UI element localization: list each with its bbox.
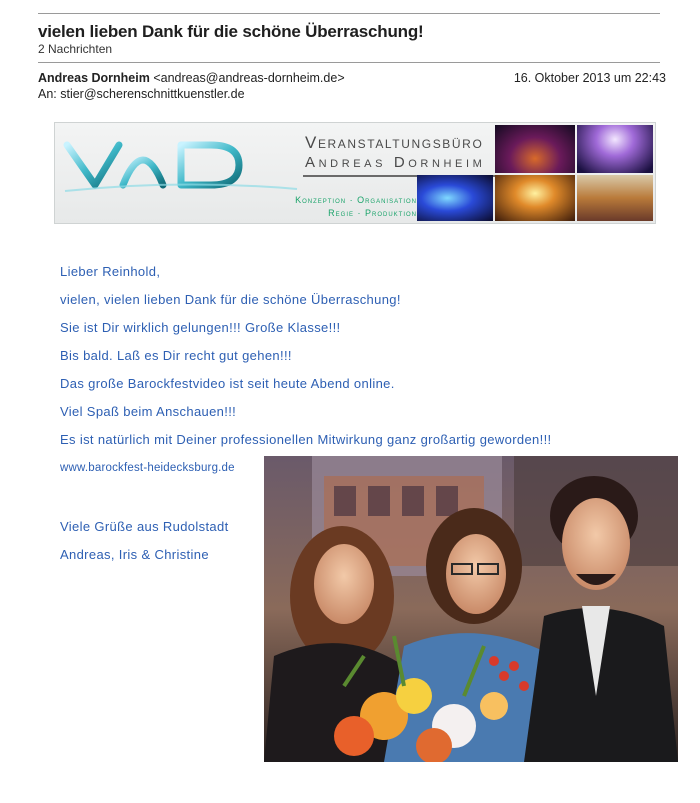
company-banner (54, 122, 656, 224)
tagline-1: Konzeption · Organisation (295, 195, 417, 205)
email-subject: vielen lieben Dank für die schöne Überraschung! (38, 22, 424, 41)
group-photo (264, 456, 678, 762)
bureau-title: Veranstaltungsbüro (305, 133, 484, 152)
message-line: Das große Barockfestvideo ist seit heute Abend online. (60, 376, 395, 391)
event-photo-thumb (577, 125, 653, 173)
sender-email[interactable]: <andreas@andreas-dornheim.de> (153, 71, 345, 85)
recipient-line: An: stier@scherenschnittkuenstler.de (38, 87, 245, 101)
vad-logo (61, 131, 301, 195)
message-line: Viel Spaß beim Anschauen!!! (60, 404, 237, 419)
message-line: Es ist natürlich mit Deiner professionellen Mitwirkung ganz großartig geworden!!! (60, 432, 552, 447)
event-photo-thumb (495, 125, 575, 173)
message-line: Bis bald. Laß es Dir recht gut gehen!!! (60, 348, 292, 363)
message-count: 2 Nachrichten (38, 42, 113, 56)
top-rule (38, 13, 660, 14)
header-rule (38, 62, 660, 63)
bureau-owner-name: Andreas Dornheim (305, 154, 486, 171)
closing: Viele Grüße aus Rudolstadt (60, 519, 229, 534)
event-photo-thumb (577, 175, 653, 221)
event-photo-thumb (417, 175, 493, 221)
event-photo-thumb (495, 175, 575, 221)
sender-name: Andreas Dornheim (38, 71, 150, 85)
greeting: Lieber Reinhold, (60, 264, 161, 279)
website-link[interactable]: www.barockfest-heidecksburg.de (60, 462, 235, 474)
message-line: vielen, vielen lieben Dank für die schöne Überraschung! (60, 292, 401, 307)
tagline-2: Regie · Produktion (328, 208, 417, 218)
email-date: 16. Oktober 2013 um 22:43 (513, 71, 666, 85)
sender-line (38, 71, 345, 85)
message-line: Sie ist Dir wirklich gelungen!!! Große Klasse!!! (60, 320, 341, 335)
signature: Andreas, Iris & Christine (60, 547, 209, 562)
